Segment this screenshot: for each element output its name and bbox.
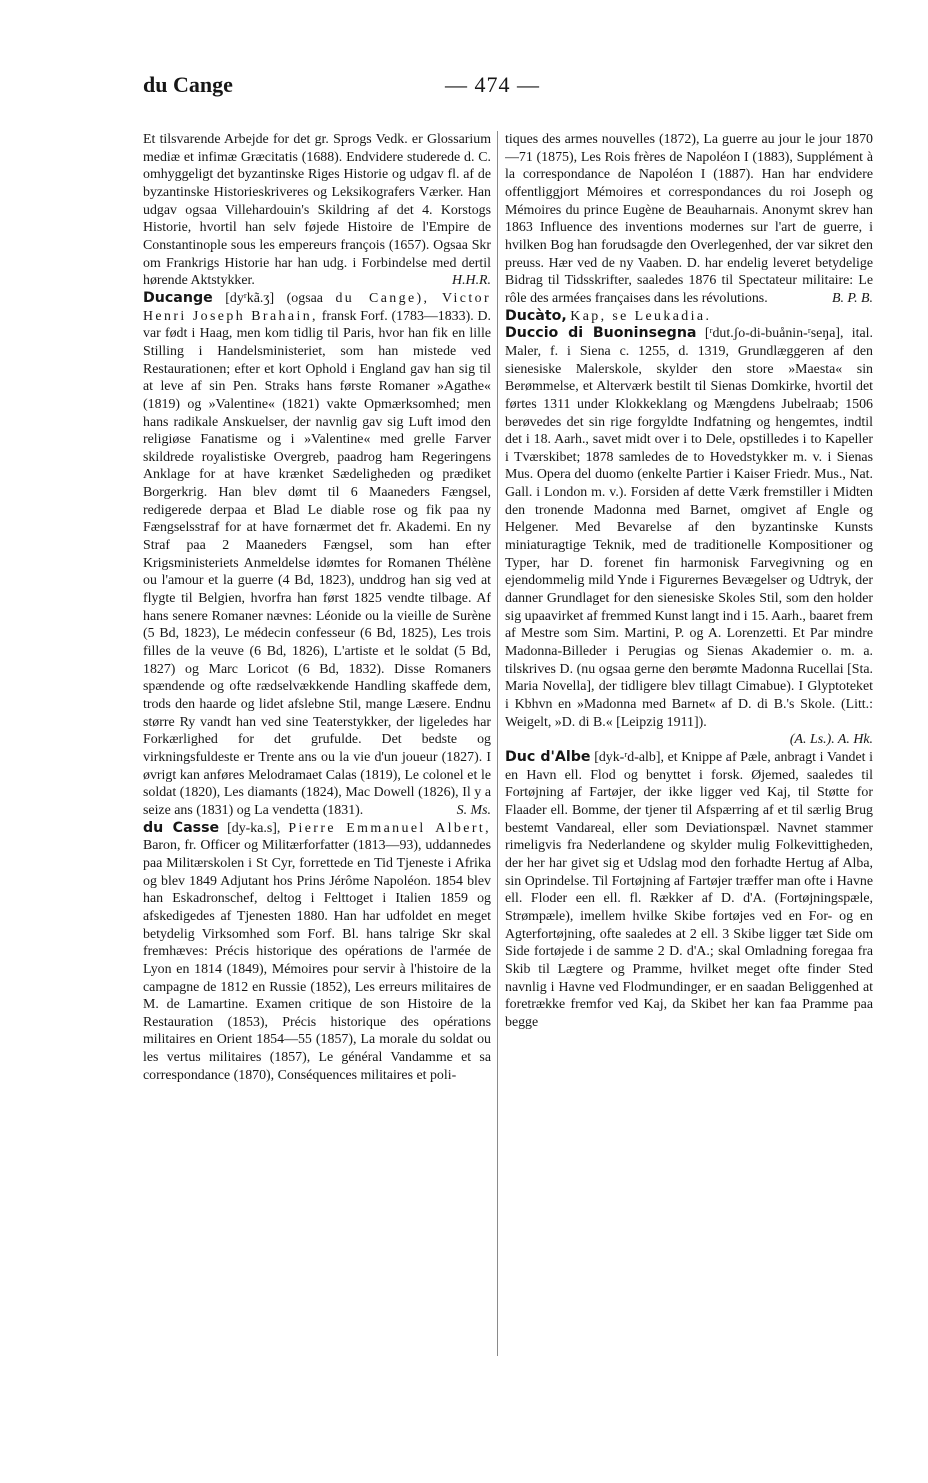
- author-signature: H.H.R.: [452, 273, 491, 289]
- right-column: [505, 131, 873, 1361]
- entry-headword: Duc d'Albe: [505, 748, 591, 765]
- page-number: — 474 —: [445, 72, 540, 97]
- entry-headword: Ducàto,: [505, 307, 567, 324]
- running-head: du Cange: [143, 72, 233, 97]
- entry-ducato: [505, 308, 873, 326]
- column-divider: [497, 131, 498, 1356]
- entry-full-name: Pierre Emmanuel Albert,: [288, 820, 491, 836]
- entry-ducasse: [143, 820, 491, 1085]
- left-column: [143, 131, 491, 1361]
- entry-pronunciation: [dyʳkã.ʒ] (ogsaa: [225, 290, 323, 306]
- paragraph-glossarium: [143, 131, 491, 290]
- entry-ducasse-continued: [505, 131, 873, 308]
- page-header: [0, 72, 928, 112]
- entry-duccio: [505, 325, 873, 749]
- paragraph-text: Et tilsvarende Arbejde for det gr. Sprogs Vedk. er Glossarium mediæ et infimæ Græcitatis (1688). Endvidere studerede d. C. omhyggeligt det byzantinske Riges Historie og udgav fl. af de byzantinske Historieskriveres og Leksikografers Værker. Han udgav ogsaa Villehardouin's Skildring af det 4. Korstogs Historie, hvortil han selv føjede Histoire de l'Empire de Constantinople sous les empereurs françois (1657). Ogsaa Skr om Frankrigs Historie har han udg. i Forbindelse med dertil hørende Aktstykker.: [143, 132, 491, 289]
- entry-text: ital. Maler, f. i Siena c. 1255, d. 1319, Grundlæggeren af den sienesiske Malerskole, skylder den store »Maesta« sin Berømmelse, et Alterværk bestilt til Sienas Domkirke, hvortil det førtes 1311 under Klokkeklang og Mængdens Jubelraab; 1506 berøvedes det sin rige forgyldte Indfatning og hengemtes, indtil det i 18. Aarh., savet midt over i to Dele, opstilledes i to Kapeller i Tværskibet; 1878 samledes de to Hovedstykker m. v. i Sienas Mus. Opera del duomo (enkelte Partier i Kaiser Friedr. Mus., Nat. Gall. i London m. v.). Forsiden af dette Værk fremstiller i Midten den tronende Madonna med Barnet, omgivet af Engle og Helgener. Med Bevarelse af den byzantinske Kunsts miniaturagtige Teknik, med de traditionelle Kompositioner og Typer, har D. forenet fin harmonisk Farvegivning og en ejendommelig mild Ynde i Figurernes Bevægelser og Udtryk, der danner Grundlaget for den sienesiske Skoles Stil, som den holder sig upaavirket af fremmed Kunst langt ind i 15. Aarh., baaret frem af Mestre som Sim. Martini, P. og A. Lorenzetti. Et Par mindre Madonna-Billeder i Perugias og Sienas Akademier o. m. a. tilskrives D. (nu ogsaa gerne den berømte Madonna Rucellai [Sta. Maria Novella], der tidligere blev tillagt Cimabue). I Glyptoteket i Kbhvn en »Madonna med Barnet« af D. di B.'s Skole. (Litt.: Weigelt, »D. di B.« [Leipzig 1911]).: [505, 326, 873, 730]
- entry-pronunciation: [dyk-ʳd-alb],: [594, 749, 664, 765]
- entry-text: fransk Forf. (1783—1833). D. var født i Haag, men kom tidlig til Paris, hvor han fik en lille Stilling i Handelsministeriet, som han mistede ved Restaurationen; efter et kort Ophold i England gav han sig til at leve af sin Pen. Straks hans første Romaner »Agathe« (1819) og »Valentine« (1821) vakte Opmærksomhed; men hans radikale Anskuelser, der navnlig gav sig Luft imod den religiøse Fanatisme og i »Valentine« med grelle Farver skildrede royalistiske Overgreb, paadrog ham Regeringens Anklage for at have krænket Sædeligheden og prædiket Borgerkrig. Han blev dømt til 6 Maaneders Fængsel, redigerede derpaa et Blad Le diable rose og fik paa ny Fængselsstraf for at have fornærmet det fr. Akademi. En ny Straf paa 2 Maaneders Fængsel, som han efter Krigsministeriets Anmeldelse idømtes for Romanen Thélène ou l'amour et la guerre (4 Bd, 1823), unddrog han sig ved at flygte til Belgien, hvorfra han først 1825 vendte tilbage. Af hans senere Romaner nævnes: Léonide ou la vieille de Surène (5 Bd, 1823), Le médecin confesseur (6 Bd, 1825), Les trois filles de la veuve (6 Bd, 1826), L'artiste et le soldat (5 Bd, 1827) og Marc Loricot (6 Bd, 1832). Disse Romaners spændende og ofte rædselvækkende Handling skaffede dem, trods den haarde og lidet afslebne Stil, mange Læsere. Endnu større Ry vandt han ved sine Teaterstykker, der ligeledes har Forkærlighed for det grufulde. Det bedste og virkningsfuldeste er Trente ans ou la vie d'un joueur (1827). I øvrigt kan anføres Melodramaet Calas (1819), Le colonel et le soldat (1820), Les diamants (1824), Mac Dowell (1826), Il y a seize ans (1831) og La vendetta (1831).: [143, 308, 491, 818]
- entry-text: tiques des armes nouvelles (1872), La guerre au jour le jour 1870—71 (1875), Les Rois frères de Napoléon I (1883), Supplément à la correspondance de Napoléon I (1887). Han har endvidere offentliggjort Mémoires et correspondances du roi Joseph og Mémoires du prince Eugène de Beauharnais. Anonymt skrev han 1863 Influence des inventions modernes sur l'art de guerre, i hvilken Bog han forudsagde den Overlegenhed, der var sikret den preuss. Hær ved de ny Vaaben. D. har endelig leveret betydelige Bidrag til Tidsskrifter, saaledes 1876 til Spectateur militaire: Le rôle des armées françaises dans les révolutions.: [505, 132, 873, 306]
- entry-headword: Ducange: [143, 289, 213, 306]
- author-signature: B. P. B.: [831, 290, 873, 306]
- author-signature: S. Ms.: [456, 802, 491, 818]
- entry-text: et Knippe af Pæle, anbragt i Vandet i en Havn ell. Flod og benyttet i forsk. Øjemed, saaledes til Fortøjning af Fartøjer, der ikke ligger ved Kaj, til Støtte for Flaader ell. Bomme, der tjener til Afspærring af et til særlig Brug bestemt Vandareal, eller som Deviationspæl. Navnet stammer rimeligvis fra Nederlandene og skylder mulig Folkevittigheden, der her har givet sig et Udslag mod den forhadte Hertug af Alba, sin Oprindelse. Til Fortøjning af Fartøjer træffer man ofte i Havne ell. Floder een ell. fl. Rækker af D. d'A. (Fortøjningspæle, Strømpæle), imellem hvilke Skibe fortøjes ved en For- og en Agterfortøjning, ofte saaledes at 2 ell. 3 Skibe ligger tæt Side om Side fortøjede i de samme 2 D. d'A.; skal Omladning foregaa fra Skib til Lægtere og Pramme, hvilket meget ofte finder Sted navnlig i Havne ved Flodmundinger, er en saadan Beliggenhed at foretrække fremfor ved Kaj, da Skibet her kan faa Pramme paa begge: [505, 749, 873, 1030]
- entry-full-name: Victor Henri Joseph Brahain,: [143, 290, 491, 324]
- author-signature: (A. Ls.). A. Hk.: [789, 732, 873, 748]
- entry-pronunciation: [dy-ka.s],: [227, 820, 281, 836]
- entry-ducange: [143, 290, 491, 820]
- entry-headword: Duccio di Buoninsegna: [505, 325, 697, 342]
- entry-text: Kap, se Leukadia.: [570, 308, 712, 324]
- entry-alt-name: du Cange),: [335, 290, 430, 306]
- entry-headword: du Casse: [143, 819, 220, 836]
- entry-pronunciation: [ʳdut.ʃo-di-buånin-ʳseŋa],: [704, 326, 844, 342]
- entry-duc-dalbe: [505, 749, 873, 1032]
- entry-text: Baron, fr. Officer og Militærforfatter (1813—93), uddannedes paa Militærskolen i St Cyr, forrettede en Tid Tjeneste i Afrika og blev 1849 Adjutant hos Prins Jérôme Napoléon. 1854 blev han Eskadronschef, deltog i Felttoget i Italien 1859 og afskedigedes af Tjenesten 1880. Han har udfoldet en meget betydelig Virksomhed som Forf. Bl. hans talrige Skr skal fremhæves: Précis historique des opérations de l'armée de Lyon en 1814 (1849), Mémoires pour servir à l'histoire de la campagne de 1812 en Russie (1852), Les erreurs militaires de M. de Lamartine. Examen critique de son Histoire de la Restauration (1853), Précis historique des opérations militaires en Orient 1854—55 (1857), La morale du soldat ou les vertus militaires (1857), Le général Vandamme et sa correspondance (1870), Conséquences militaires et poli-: [143, 838, 491, 1083]
